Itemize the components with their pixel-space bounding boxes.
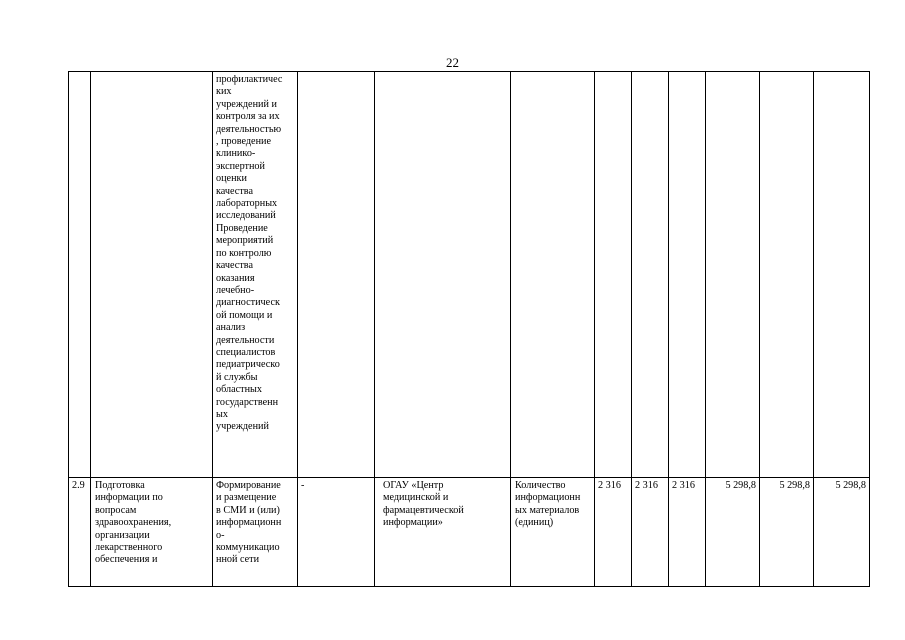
cell-text-line: клинико-	[216, 148, 256, 160]
table-row-2-9	[69, 478, 870, 587]
cell-number: 2.9	[69, 478, 91, 587]
cell-text-line: здравоохранения,	[95, 517, 172, 529]
cell-text-line: й службы	[216, 371, 258, 383]
cell-text-line: оказания	[216, 272, 255, 284]
cell-text-line: коммуникацио	[216, 542, 280, 554]
cell-value-2	[632, 72, 669, 478]
cell-text-line: Подготовка	[95, 480, 145, 491]
cell-text-line: лекарственного	[95, 542, 163, 554]
cell-text-line: лабораторных	[216, 198, 278, 210]
cell-text-line: ких	[216, 86, 232, 98]
cell-text-line: и размещение	[216, 492, 277, 504]
cell-value-1: 2 316	[595, 478, 632, 587]
cell-funding-1: 5 298,8	[706, 478, 760, 587]
cell-activity	[213, 72, 298, 478]
cell-text-line: специалистов	[216, 346, 276, 358]
cell-text-line: областных	[216, 384, 262, 396]
cell-text-line: обеспечения и	[95, 554, 158, 566]
cell-text-line: диагностическ	[216, 297, 280, 309]
cell-text-line: оценки	[216, 173, 247, 185]
cell-number	[69, 72, 91, 478]
cell-text-line: учреждений	[216, 421, 269, 433]
cell-text-line: учреждений и	[216, 98, 277, 110]
cell-text-line: ой помощи и	[216, 309, 273, 321]
cell-text-line: экспертной	[216, 160, 265, 172]
cell-name	[91, 478, 213, 587]
cell-text-line: деятельностью	[216, 123, 282, 135]
cell-text-line: мероприятий	[216, 235, 274, 247]
cell-text-line: нной сети	[216, 554, 260, 566]
cell-text-line: исследований	[216, 210, 276, 222]
cell-indicator	[511, 478, 595, 587]
cell-text-line: государственн	[216, 396, 279, 408]
cell-indicator	[511, 72, 595, 478]
cell-funding-3	[814, 72, 870, 478]
cell-text-line: в СМИ и (или)	[216, 504, 280, 516]
cell-text-line: медицинской и	[383, 492, 449, 504]
cell-text-line: качества	[216, 260, 253, 272]
cell-text-line: (единиц)	[515, 517, 554, 529]
cell-executor	[375, 478, 511, 587]
cell-text-line: по контролю	[216, 247, 272, 259]
cell-value-3: 2 316	[669, 478, 706, 587]
program-table	[68, 71, 870, 587]
table-row-continued	[69, 72, 870, 478]
cell-text-line: информационн	[515, 492, 581, 504]
cell-text-line: ых материалов	[515, 504, 580, 516]
cell-funding-2: 5 298,8	[760, 478, 814, 587]
cell-activity	[213, 478, 298, 587]
cell-funding-1	[706, 72, 760, 478]
cell-dash	[298, 72, 375, 478]
cell-text-line: организации	[95, 529, 150, 541]
cell-text-line: контроля за их	[216, 111, 280, 123]
cell-value-3	[669, 72, 706, 478]
cell-text-line: информационн	[216, 517, 282, 529]
cell-text-line: анализ	[216, 322, 246, 334]
cell-text-line: фармацевтической	[383, 504, 464, 516]
cell-value-2: 2 316	[632, 478, 669, 587]
cell-text-line: Проведение	[216, 222, 268, 234]
cell-text-line: профилактичес	[216, 74, 283, 85]
cell-funding-3: 5 298,8	[814, 478, 870, 587]
cell-text-line: информации по	[95, 492, 163, 504]
cell-text-line: Количество	[515, 480, 566, 491]
cell-text-line: информации»	[383, 517, 443, 529]
cell-text-line: деятельности	[216, 334, 275, 346]
cell-text-line: лечебно-	[216, 284, 255, 296]
page-number: 22	[446, 55, 459, 70]
cell-text-line: ОГАУ «Центр	[383, 480, 444, 491]
cell-name	[91, 72, 213, 478]
cell-value-1	[595, 72, 632, 478]
cell-text-line: Формирование	[216, 480, 281, 491]
cell-funding-2	[760, 72, 814, 478]
cell-text-line: педиатрическо	[216, 359, 280, 371]
cell-text-line: о-	[216, 529, 225, 541]
cell-executor	[375, 72, 511, 478]
cell-dash: -	[298, 478, 375, 587]
cell-text-line: ых	[216, 408, 228, 420]
cell-text-line: качества	[216, 185, 253, 197]
cell-text-line: вопросам	[95, 504, 137, 516]
cell-text-line: , проведение	[216, 136, 272, 148]
